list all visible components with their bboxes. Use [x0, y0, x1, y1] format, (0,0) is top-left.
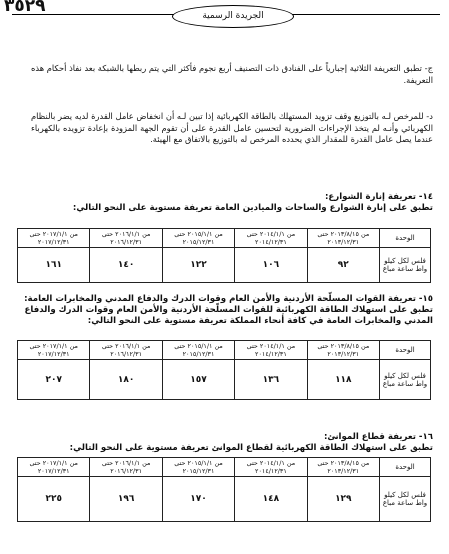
section-14-desc: تطبق على إنارة الشوارع والساحات والميادين العامة تعريفة مستوية على النحو التالي:	[72, 203, 433, 213]
tariff-table-15	[17, 340, 431, 400]
table-row	[18, 248, 431, 283]
unit-header: الوحدة	[380, 341, 431, 360]
value-cell: ٩٢	[307, 248, 379, 283]
period-cell: من ٢٠١٣/٨/١٥ حتى ٢٠١٣/١٢/٣١	[307, 458, 379, 477]
period-cell: من ٢٠١٥/١/١ حتى ٢٠١٥/١٢/٣١	[162, 341, 234, 360]
section-15-desc: تطبق على استهلاك الطاقة الكهربائية للقوات المسلّحة الأردنية والأمن العام وقوات الدرك والدفاع المدني والمخابرات العامة في كافة أنحاء المملكة تعريفة مستوية على النحو التالي:	[24, 305, 433, 326]
value-cell: ١٨٠	[90, 360, 162, 400]
value-cell: ١٠٦	[235, 248, 307, 283]
unit-label: فلس لكل كيلو واط ساعة مباع	[380, 248, 431, 283]
period-cell: من ٢٠١٥/١/١ حتى ٢٠١٥/١٢/٣١	[162, 458, 234, 477]
unit-header: الوحدة	[380, 458, 431, 477]
tariff-table-16	[17, 457, 431, 522]
unit-header: الوحدة	[380, 229, 431, 248]
period-cell: من ٢٠١٦/١/١ حتى ٢٠١٦/١٢/٣١	[90, 458, 162, 477]
unit-label: فلس لكل كيلو واط ساعة مباع	[380, 477, 431, 522]
table-header-row	[18, 341, 431, 360]
table-header-row	[18, 458, 431, 477]
value-cell: ١٤٨	[235, 477, 307, 522]
table-row	[18, 360, 431, 400]
table-row	[18, 477, 431, 522]
value-cell: ١٦١	[18, 248, 90, 283]
period-cell: من ٢٠١٤/١/١ حتى ٢٠١٤/١٢/٣١	[235, 229, 307, 248]
section-14-title: ١٤- تعريفة إنارة الشوارع:	[324, 192, 433, 202]
value-cell: ١١٨	[307, 360, 379, 400]
period-cell: من ٢٠١٤/١/١ حتى ٢٠١٤/١٢/٣١	[235, 458, 307, 477]
section-16-title: ١٦- تعريفة قطاع الموانئ:	[324, 432, 433, 442]
period-cell: من ٢٠١٦/١/١ حتى ٢٠١٦/١٢/٣١	[90, 229, 162, 248]
period-cell: من ٢٠١٦/١/١ حتى ٢٠١٦/١٢/٣١	[90, 341, 162, 360]
period-cell: من ٢٠١٥/١/١ حتى ٢٠١٥/١٢/٣١	[162, 229, 234, 248]
unit-label: فلس لكل كيلو واط ساعة مباع	[380, 360, 431, 400]
period-cell: من ٢٠١٣/٨/١٥ حتى ٢٠١٣/١٢/٣١	[307, 341, 379, 360]
period-cell: من ٢٠١٧/١/١ حتى ٢٠١٧/١٢/٣١	[18, 341, 90, 360]
value-cell: ١٣٦	[235, 360, 307, 400]
value-cell: ١٩٦	[90, 477, 162, 522]
value-cell: ١٢٢	[162, 248, 234, 283]
value-cell: ١٥٧	[162, 360, 234, 400]
tariff-table-14	[17, 228, 431, 283]
value-cell: ١٤٠	[90, 248, 162, 283]
value-cell: ١٧٠	[162, 477, 234, 522]
table-header-row	[18, 229, 431, 248]
header-title: الجريدة الرسمية	[172, 5, 294, 28]
page-number: ٣٥٢٩	[4, 0, 46, 16]
period-cell: من ٢٠١٧/١/١ حتى ٢٠١٧/١٢/٣١	[18, 229, 90, 248]
paragraph-d: د- للمرخص لـه بالتوزيع وقف تزويد المستهلك بالطاقة الكهربائية إذا تبين لـه أن انخفاض عامل القدرة لديه يضر بالنظام الكهربائي وأنـه لم يتخذ الإجراءات الضرورية لتحسين عامل القدرة على أن تقوم الجهة المزودة بإعادة تزويده بالكهرباء عندما يصل عامل القدرة للمقدار الذي يحدده المرخص له بالتوزيع بالاتفاق مع الهيئة.	[31, 111, 433, 145]
section-15-title: ١٥- تعريفة القوات المسلّحة الأردنية والأمن العام وقوات الدرك والدفاع المدني والمخابرات العامة:	[24, 294, 433, 304]
value-cell: ٢٢٥	[18, 477, 90, 522]
value-cell: ١٢٩	[307, 477, 379, 522]
period-cell: من ٢٠١٤/١/١ حتى ٢٠١٤/١٢/٣١	[235, 341, 307, 360]
paragraph-c: ج- تطبق التعريفة الثلاثية إجبارياً على الفنادق ذات التصنيف أربع نجوم فأكثر التي يتم ربطها بالشبكة بعد نفاذ أحكام هذه التعريفة.	[31, 63, 433, 85]
period-cell: من ٢٠١٧/١/١ حتى ٢٠١٧/١٢/٣١	[18, 458, 90, 477]
value-cell: ٢٠٧	[18, 360, 90, 400]
period-cell: من ٢٠١٣/٨/١٥ حتى ٢٠١٣/١٢/٣١	[307, 229, 379, 248]
section-16-desc: تطبق على استهلاك الطاقة الكهربائية لقطاع الموانئ تعريفة مستوية على النحو التالي:	[69, 443, 433, 453]
